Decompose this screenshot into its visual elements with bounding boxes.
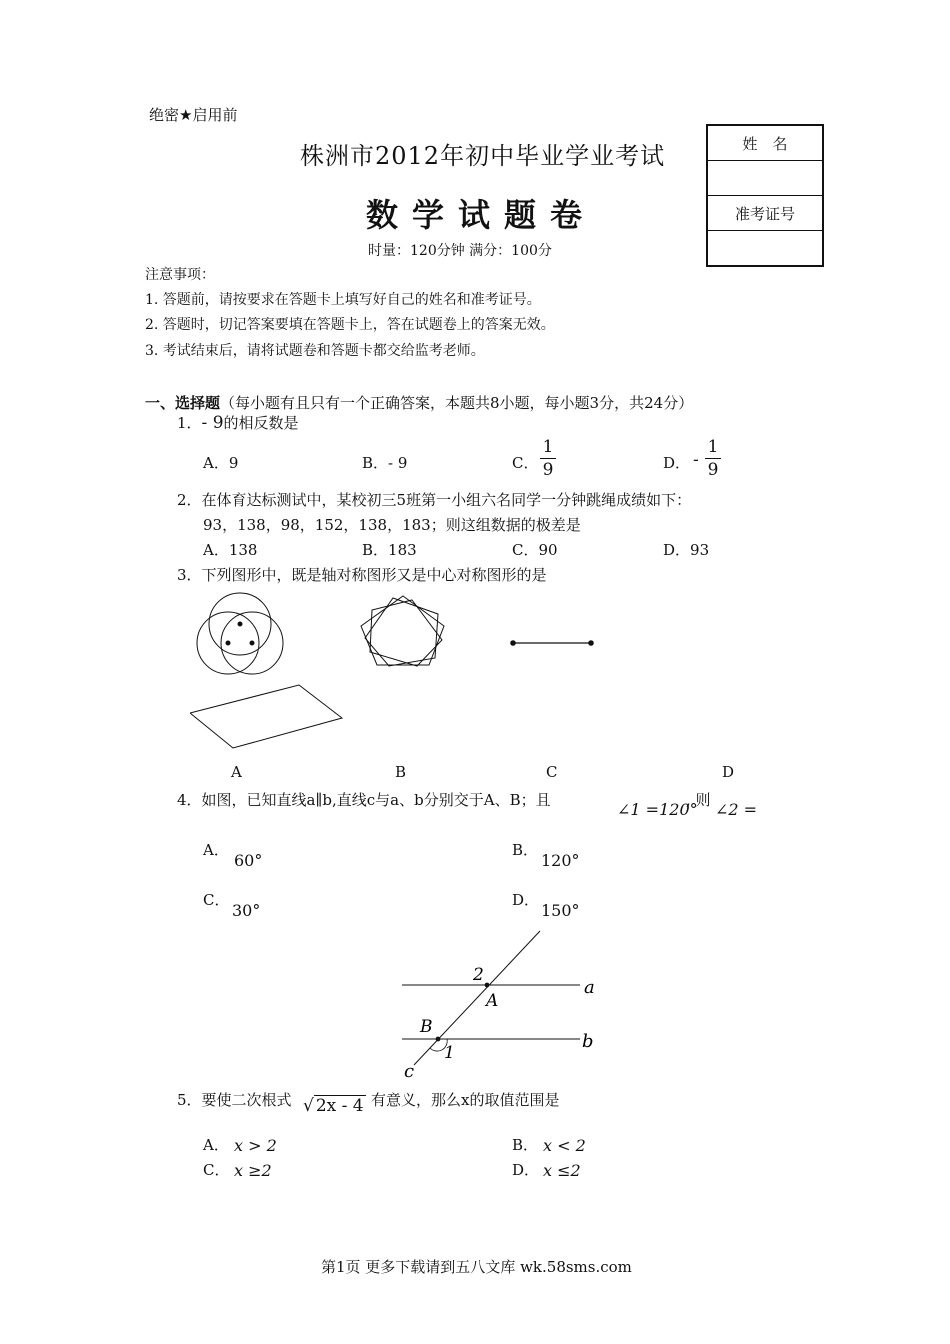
label-line-b: b — [582, 1031, 594, 1052]
exam-meta: 时量：120分钟 满分：100分 — [368, 243, 552, 259]
note-item: 3. 考试结束后，请将试题卷和答题卡都交给监考老师。 — [145, 343, 485, 359]
q4-option-b-label[interactable]: B． — [512, 841, 539, 859]
q5-option-a-label[interactable]: A． — [203, 1136, 229, 1154]
fraction-numerator: 1 — [707, 437, 719, 457]
q1-option-b[interactable] — [362, 452, 407, 473]
q2-line-2: 93，138，98，152，138，183；则这组数据的极差是 — [203, 516, 581, 534]
note-item: 2. 答题时，切记答案要填在答题卡上，答在试题卷上的答案无效。 — [145, 317, 555, 333]
q4-option-c-value: 30° — [232, 901, 261, 920]
q4-then: , 则 — [686, 791, 711, 809]
exam-title: 株洲市2012年初中毕业学业考试 — [300, 142, 666, 170]
q3-text: 3．下列图形中，既是轴对称图形又是中心对称图形的是 — [177, 566, 547, 584]
label-line-c: c — [404, 1061, 415, 1082]
q3-figure-b-pentagons[interactable] — [361, 596, 444, 666]
q5-option-b-label[interactable]: B． — [512, 1136, 539, 1154]
q5-option-d-label[interactable]: D． — [512, 1161, 540, 1179]
q1-expr: - 9 — [201, 413, 224, 433]
figure-a-point — [238, 622, 242, 626]
figure-b-pentagon-outer — [361, 596, 444, 665]
q5-suffix: 有意义，那么x的取值范围是 — [371, 1091, 560, 1109]
label-angle-1: 1 — [444, 1043, 455, 1063]
radicand: 2x - 4 — [315, 1096, 364, 1116]
q1-option-d-sign: - — [693, 450, 699, 470]
option-label: A． — [203, 454, 229, 472]
subject-title: 数学试题卷 — [366, 196, 597, 234]
option-value: - 9 — [388, 454, 408, 472]
q2-option-c[interactable]: C．90 — [512, 541, 558, 559]
notes-heading: 注意事项： — [145, 267, 215, 283]
q2-option-b[interactable]: B．183 — [362, 541, 417, 559]
label-point-b: B — [420, 1017, 433, 1037]
q4-text: 4．如图，已知直线a∥b,直线c与a、b分别交于A、B；且 — [177, 791, 551, 809]
secrecy-label: 绝密★启用前 — [149, 106, 238, 124]
q1-option-d-label[interactable] — [663, 452, 690, 473]
q2-option-a[interactable]: A．138 — [203, 541, 258, 559]
id-field[interactable] — [707, 231, 823, 267]
fraction-bar — [540, 458, 556, 459]
q5-radical — [303, 1096, 366, 1116]
q5-option-a-value: x > 2 — [234, 1136, 277, 1155]
id-label: 准考证号 — [707, 196, 823, 231]
fraction-denominator: 9 — [542, 460, 554, 480]
line-c — [414, 931, 540, 1065]
q3-figures — [190, 588, 730, 758]
q3-figure-c-segment[interactable] — [511, 641, 593, 645]
page-footer: 第1页 更多下载请到五八文库 wk.58sms.com — [321, 1258, 632, 1276]
figure-a-point — [226, 641, 230, 645]
q1-number: 1． — [177, 414, 202, 432]
point-a — [485, 983, 490, 988]
q3-label-c[interactable]: C — [546, 763, 558, 781]
q1-option-c-fraction — [540, 437, 556, 480]
fraction-bar — [705, 458, 721, 459]
option-label: D． — [663, 454, 691, 472]
section-heading — [145, 392, 693, 413]
q3-label-a[interactable]: A — [231, 763, 242, 781]
q4-angle-2: ∠2 = — [715, 800, 758, 819]
option-label: B． — [362, 454, 389, 472]
question-1 — [177, 412, 299, 433]
q4-angle-1: ∠1 =120° — [617, 800, 698, 819]
q4-option-c-label[interactable]: C． — [203, 891, 230, 909]
note-item: 1. 答题前，请按要求在答题卡上填写好自己的姓名和准考证号。 — [145, 292, 541, 308]
q5-option-c-label[interactable]: C． — [203, 1161, 230, 1179]
q3-figure-a-circles[interactable] — [197, 593, 283, 674]
option-value: 9 — [228, 454, 239, 472]
q1-option-c-label[interactable]: C． — [512, 454, 539, 472]
q3-label-d[interactable]: D — [722, 763, 735, 781]
radical-sign: √ — [303, 1096, 314, 1116]
q5-option-b-value: x < 2 — [543, 1136, 586, 1155]
q2-option-d[interactable]: D．93 — [663, 541, 710, 559]
candidate-info-box — [706, 124, 824, 267]
q4-option-b-value: 120° — [541, 851, 580, 870]
label-angle-2: 2 — [473, 965, 484, 985]
point-b — [436, 1037, 441, 1042]
q4-option-d-value: 150° — [541, 901, 580, 920]
q2-line-1: 2．在体育达标测试中，某校初三5班第一小组六名同学一分钟跳绳成绩如下： — [177, 491, 692, 509]
q5-option-c-value: x ≥2 — [234, 1161, 272, 1180]
section-desc: （每小题有且只有一个正确答案，本题共8小题，每小题3分，共24分） — [220, 394, 694, 412]
fraction-numerator: 1 — [542, 437, 554, 457]
q1-option-a[interactable] — [203, 452, 238, 473]
q4-option-a-value: 60° — [234, 851, 263, 870]
fraction-denominator: 9 — [707, 460, 719, 480]
q3-figure-d-parallelogram[interactable] — [190, 685, 342, 748]
name-label: 姓 名 — [707, 125, 823, 161]
q1-text: 的相反数是 — [223, 414, 299, 432]
q4-option-a-label[interactable]: A． — [203, 841, 229, 859]
q5-option-d-value: x ≤2 — [543, 1161, 581, 1180]
label-line-a: a — [584, 977, 595, 998]
q4-figure — [390, 925, 620, 1085]
name-field[interactable] — [707, 161, 823, 196]
q1-option-d-fraction — [705, 437, 721, 480]
q3-label-b[interactable]: B — [395, 763, 407, 781]
q5-prefix: 5．要使二次根式 — [177, 1091, 292, 1109]
label-point-a: A — [486, 991, 499, 1011]
figure-a-point — [250, 641, 254, 645]
section-label: 一、选择题 — [145, 394, 221, 412]
q4-option-d-label[interactable]: D． — [512, 891, 540, 909]
